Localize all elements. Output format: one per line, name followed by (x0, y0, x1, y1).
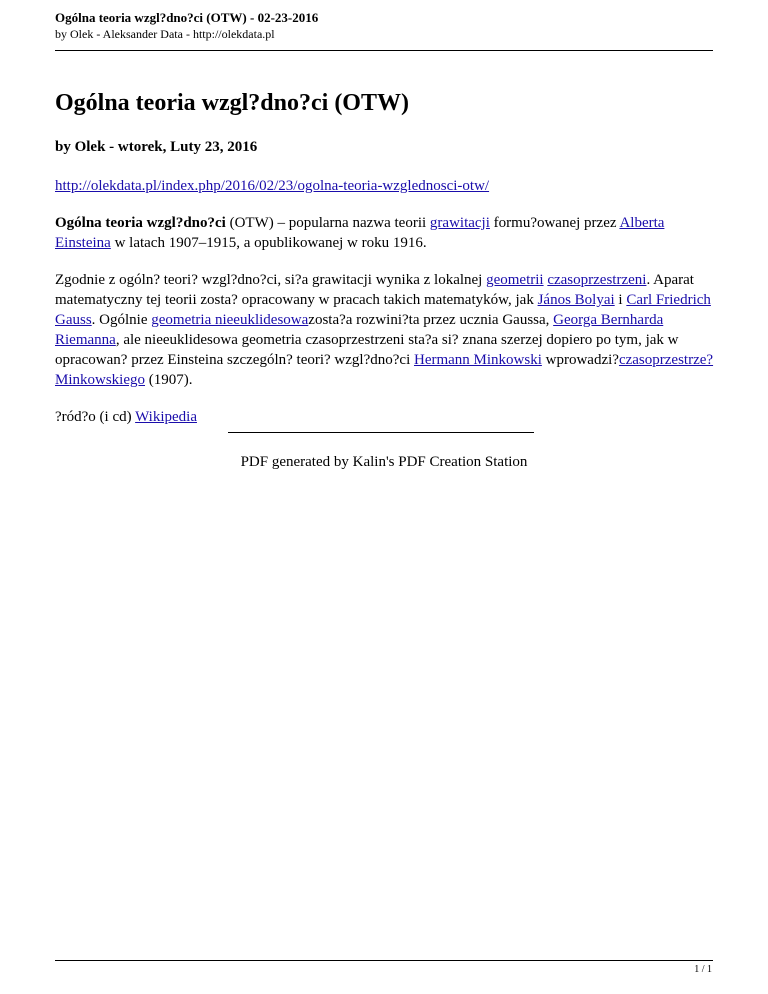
generated-by-note: PDF generated by Kalin's PDF Creation Station (240, 454, 528, 470)
link-janos-bolyai[interactable]: János Bolyai (537, 292, 615, 308)
article-title: Ogólna teoria wzgl?dno?ci (OTW) (55, 90, 409, 116)
link-georga-bernharda-riemanna[interactable]: Georga Bernharda Riemanna (55, 312, 664, 348)
header-divider (55, 50, 713, 51)
article-byline: by Olek - wtorek, Luty 23, 2016 (55, 139, 258, 155)
header-subtitle: by Olek - Aleksander Data - http://olekdata.pl (55, 27, 275, 41)
page-header (55, 10, 713, 42)
text-span: w latach 1907–1915, a opublikowanej w roku 1916. (110, 235, 427, 251)
link-geometria-nieeuklidesowa[interactable]: geometria nieeuklidesowa (151, 312, 309, 328)
permalink-link[interactable]: http://olekdata.pl/index.php/2016/02/23/ogolna-teoria-wzglednosci-otw/ (55, 178, 490, 194)
article-body (55, 86, 715, 427)
text-span: (OTW) – popularna nazwa teorii (225, 215, 430, 231)
text-span: , ale nieeuklidesowa geometria czasoprzestrzeni sta?a si? znana szerzej dopiero po tym, jak w opracowan? przez Einsteina szczególn? teori? wzgl?dno?ci (55, 332, 679, 368)
link-carl-friedrich-gauss[interactable]: Carl Friedrich Gauss (55, 292, 711, 328)
text-span: . Aparat matematyczny tej teorii zosta? opracowany w pracach takich matematyków, jak (55, 272, 694, 308)
header-title: Ogólna teoria wzgl?dno?ci (OTW) - 02-23-2016 (55, 10, 319, 25)
text-span: Zgodnie z ogóln? teori? wzgl?dno?ci, si?a grawitacji wynika z lokalnej (55, 272, 487, 288)
lead-term: Ogólna teoria wzgl?dno?ci (55, 215, 226, 231)
text-span: . Ogólnie (91, 312, 152, 328)
paragraph-geometry (55, 270, 715, 390)
text-span: zosta?a rozwini?ta przez ucznia Gaussa, (308, 312, 554, 328)
text-span: formu?owanej przez (489, 215, 620, 231)
text-span: i (614, 292, 627, 308)
text-span: (1907). (145, 372, 193, 388)
link-hermann-minkowski[interactable]: Hermann Minkowski (413, 352, 542, 368)
bottom-divider (55, 960, 713, 961)
link-czasoprzestrzen-minkowskiego[interactable]: czasoprzestrze? Minkowskiego (55, 352, 714, 388)
link-wikipedia[interactable]: Wikipedia (135, 409, 197, 425)
footer-divider (228, 432, 534, 433)
permalink-row (55, 176, 715, 196)
paragraph-intro (55, 213, 715, 253)
link-geometrii[interactable]: geometrii (486, 272, 544, 288)
paragraph-source (55, 407, 715, 427)
text-span: ?ród?o (i cd) (55, 409, 136, 425)
link-grawitacji[interactable]: grawitacji (429, 215, 490, 231)
link-czasoprzestrzeni[interactable]: czasoprzestrzeni (547, 272, 647, 288)
page-number: 1 / 1 (694, 964, 712, 975)
text-span: wprowadzi? (541, 352, 619, 368)
link-alberta-einsteina[interactable]: Alberta Einsteina (55, 215, 665, 251)
